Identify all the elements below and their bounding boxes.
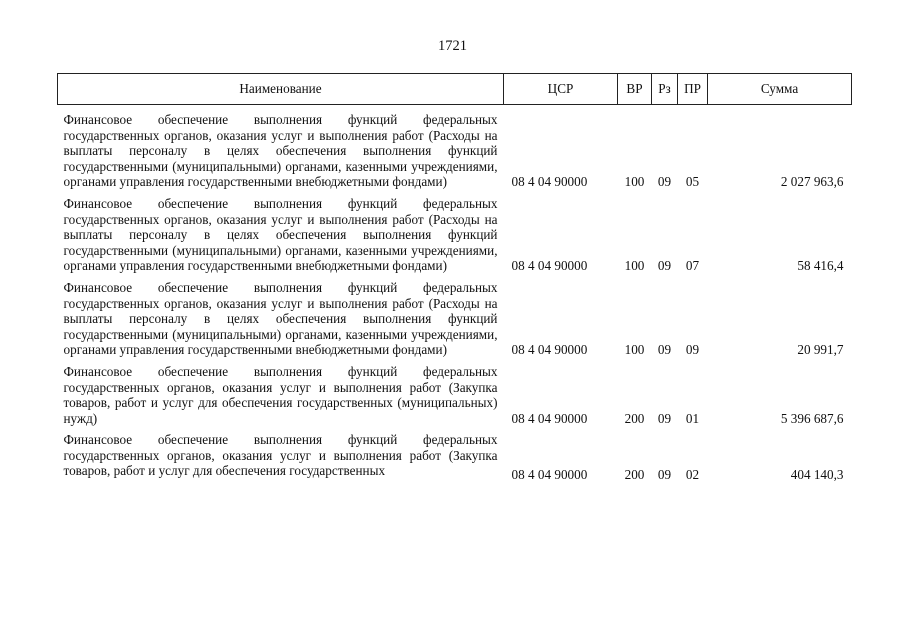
page-number: 1721: [438, 38, 467, 54]
row-pr: 02: [685, 466, 700, 482]
row-rz: 09: [657, 174, 672, 190]
row-rz: 09: [657, 410, 672, 426]
row-name: Финансовое обеспечение выполнения функций федеральных государственных органов, оказания услуг и выполнения работ (Расходы на выплаты персоналу в целях обеспечения выполнения функций государственными (муниципальными) органами, казенными учреждениями, органами управления государственными внебюджетными фондами): [63, 279, 498, 358]
row-name: Финансовое обеспечение выполнения функций федеральных государственных органов, оказания услуг и выполнения работ (Закупка товаров, работ и услуг для обеспечения государственных: [63, 432, 498, 479]
row-name: Финансовое обеспечение выполнения функций федеральных государственных органов, оказания услуг и выполнения работ (Расходы на выплаты персоналу в целях обеспечения выполнения функций государственными (муниципальными) органами, казенными учреждениями, органами управления государственными внебюджетными фондами): [63, 112, 498, 190]
row-sum: 58 416,4: [797, 258, 844, 274]
row-sum: 2 027 963,6: [780, 174, 844, 190]
row-csr: 08 4 04 90000: [511, 258, 588, 274]
row-name: Финансовое обеспечение выполнения функций федеральных государственных органов, оказания услуг и выполнения работ (Закупка товаров, работ и услуг для обеспечения государственных (муниципальных) нужд): [63, 363, 498, 426]
table-row: [58, 280, 852, 364]
table-header-row: [58, 74, 852, 105]
row-vr: 100: [624, 342, 645, 358]
row-sum: 20 991,7: [797, 342, 844, 358]
row-pr: 05: [685, 174, 700, 190]
header-csr: ЦСР: [504, 74, 618, 105]
row-vr: 200: [624, 410, 645, 426]
row-csr: 08 4 04 90000: [511, 466, 588, 482]
table-row: [58, 105, 852, 196]
row-vr: 100: [624, 174, 645, 190]
table-row: [58, 432, 852, 482]
row-pr: 09: [685, 342, 700, 358]
row-sum: 5 396 687,6: [780, 410, 844, 426]
row-csr: 08 4 04 90000: [511, 410, 588, 426]
row-rz: 09: [657, 258, 672, 274]
row-rz: 09: [657, 342, 672, 358]
table-row: [58, 364, 852, 432]
row-pr: 07: [685, 258, 700, 274]
budget-table: [57, 73, 852, 482]
row-sum: 404 140,3: [790, 466, 844, 482]
table-row: [58, 196, 852, 280]
row-vr: 100: [624, 258, 645, 274]
row-csr: 08 4 04 90000: [511, 174, 588, 190]
row-pr: 01: [685, 410, 700, 426]
header-sum: Сумма: [708, 74, 852, 105]
header-rz: Рз: [652, 74, 678, 105]
row-name: Финансовое обеспечение выполнения функций федеральных государственных органов, оказания услуг и выполнения работ (Расходы на выплаты персоналу в целях обеспечения выполнения функций государственными (муниципальными) органами, казенными учреждениями, органами управления государственными внебюджетными фондами): [63, 195, 498, 274]
row-vr: 200: [624, 466, 645, 482]
header-vr: ВР: [618, 74, 652, 105]
header-name: Наименование: [58, 74, 504, 105]
row-csr: 08 4 04 90000: [511, 342, 588, 358]
row-rz: 09: [657, 466, 672, 482]
header-pr: ПР: [678, 74, 708, 105]
